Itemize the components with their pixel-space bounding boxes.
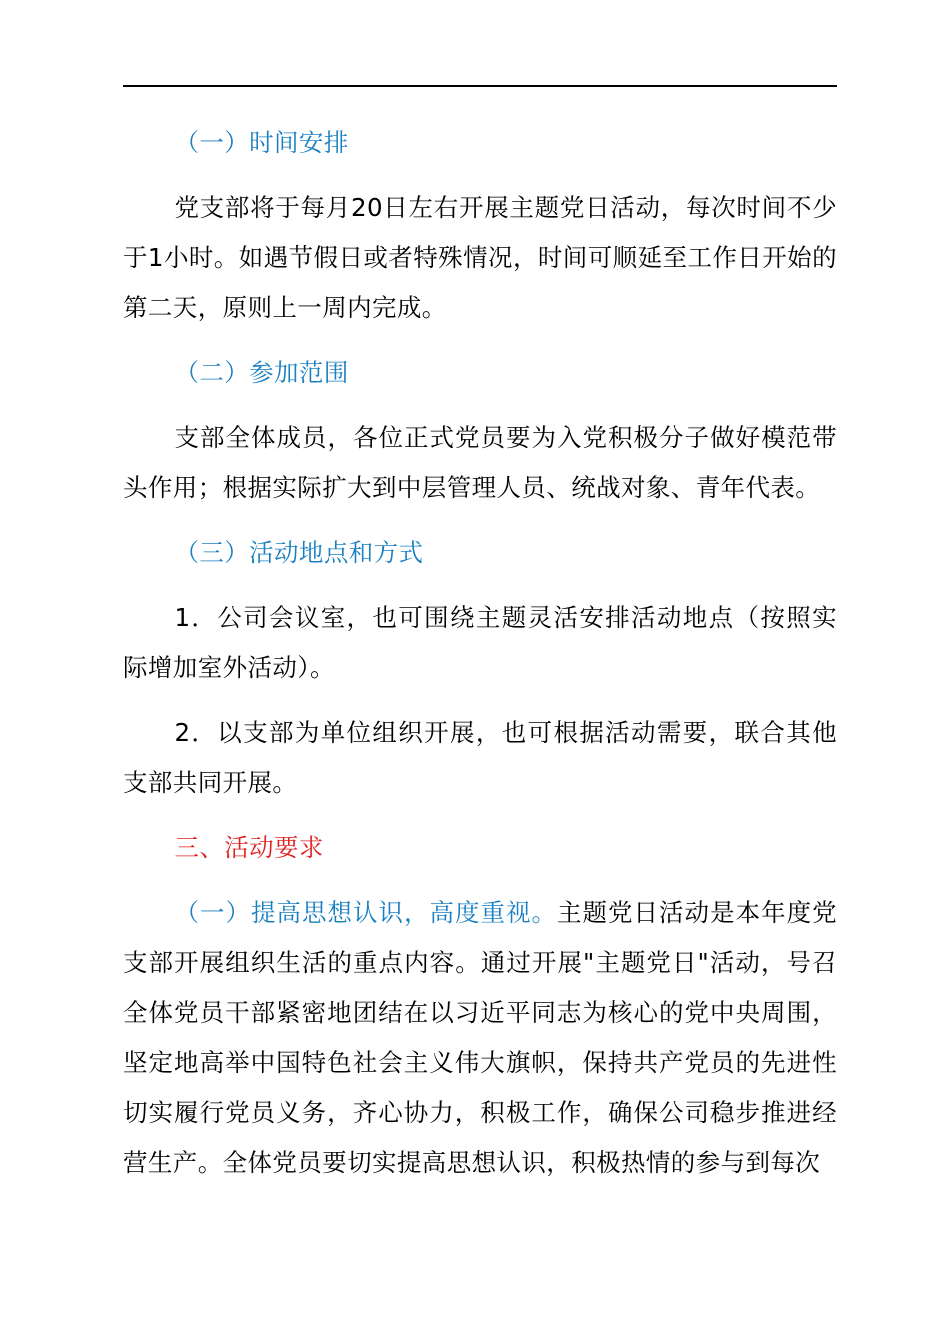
section-2-body: 支部全体成员，各位正式党员要为入党积极分子做好模范带头作用；根据实际扩大到中层管理人员、统战对象、青年代表。 (123, 423, 837, 502)
section-3-item-2: 2．以支部为单位组织开展，也可根据活动需要，联合其他支部共同开展。 (123, 718, 837, 797)
section-3-item-1: 1．公司会议室，也可围绕主题灵活安排活动地点（按照实际增加室外活动）。 (123, 603, 837, 682)
section-2-heading: （二）参加范围 (174, 358, 349, 387)
section-3-heading: （三）活动地点和方式 (174, 538, 424, 567)
requirement-1-paragraph (123, 888, 837, 1188)
requirement-1-body: 主题党日活动是本年度党支部开展组织生活的重点内容。通过开展"主题党日"活动，号召全体党员干部紧密地团结在以习近平同志为核心的党中央周围，坚定地高举中国特色社会主义伟大旗帜，保持共产党员的先进性切实履行党员义务，齐心协力，积极工作，确保公司稳步推进经营生产。全体党员要切实提高思想认识，积极热情的参与到每次 (123, 898, 837, 1177)
requirement-1-lead: （一）提高思想认识，高度重视。 (174, 898, 558, 927)
section-1-heading: （一）时间安排 (174, 128, 349, 157)
header-rule (123, 85, 837, 87)
part-3-heading: 三、活动要求 (174, 833, 324, 862)
document-body (123, 118, 837, 1203)
section-1-body: 党支部将于每月20日左右开展主题党日活动，每次时间不少于1小时。如遇节假日或者特殊情况，时间可顺延至工作日开始的第二天，原则上一周内完成。 (123, 193, 837, 322)
